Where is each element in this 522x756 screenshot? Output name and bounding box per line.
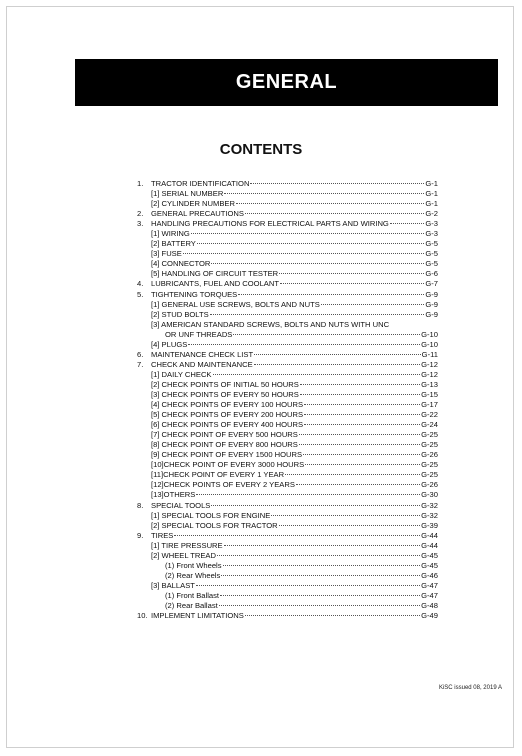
dot-leader — [303, 454, 420, 455]
dot-leader — [191, 233, 425, 234]
toc-entry[interactable] — [137, 179, 438, 189]
toc-entry[interactable] — [137, 501, 438, 511]
toc-entry-page: G-10 — [421, 329, 438, 339]
toc-entry-number: 7. — [137, 359, 144, 369]
toc-entry-label: GENERAL PRECAUTIONS — [151, 209, 244, 219]
toc-entry-number: 9. — [137, 530, 144, 540]
dot-leader — [254, 364, 420, 365]
toc-entry-label: [10]CHECK POINT OF EVERY 3000 HOURS — [151, 460, 305, 470]
toc-entry-page: G-48 — [421, 600, 438, 610]
dot-leader — [279, 525, 421, 526]
section-title: GENERAL — [235, 71, 338, 93]
toc-entry[interactable] — [137, 581, 438, 591]
toc-entry[interactable] — [137, 300, 438, 310]
toc-entry-page: G-13 — [421, 379, 438, 389]
toc-entry-page: G-47 — [421, 590, 438, 600]
toc-entry-page: G-2 — [425, 209, 438, 219]
toc-entry[interactable] — [137, 320, 438, 330]
dot-leader — [233, 334, 420, 335]
dot-leader — [223, 565, 421, 566]
dot-leader — [300, 384, 420, 385]
toc-entry-page: G-9 — [425, 309, 438, 319]
toc-entry-page: G-1 — [425, 189, 438, 199]
toc-entry-label: (1) Front Wheels — [165, 560, 222, 570]
dot-leader — [245, 213, 424, 214]
toc-entry-label: SPECIAL TOOLS — [151, 500, 211, 510]
toc-entry-label: [1] SERIAL NUMBER — [151, 189, 224, 199]
toc-entry-page: G-26 — [421, 480, 438, 490]
toc-entry-page: G-5 — [425, 259, 438, 269]
toc-entry-label: [2] CHECK POINTS OF INITIAL 50 HOURS — [151, 379, 299, 389]
toc-entry[interactable] — [137, 521, 438, 531]
toc-entry-page: G-26 — [421, 450, 438, 460]
dot-leader — [196, 494, 420, 495]
toc-entry-label: TIGHTENING TORQUES — [151, 289, 238, 299]
toc-entry-label: MAINTENANCE CHECK LIST — [151, 349, 254, 359]
dot-leader — [188, 344, 420, 345]
dot-leader — [213, 374, 421, 375]
dot-leader — [296, 484, 420, 485]
toc-entry-page: G-15 — [421, 389, 438, 399]
toc-entry[interactable] — [137, 611, 438, 621]
dot-leader — [279, 273, 424, 274]
dot-leader — [224, 545, 421, 546]
toc-entry[interactable] — [137, 380, 438, 390]
section-banner — [75, 59, 498, 106]
toc-entry[interactable] — [137, 571, 438, 581]
dot-leader — [304, 414, 420, 415]
dot-leader — [254, 354, 421, 355]
toc-entry[interactable] — [137, 239, 438, 249]
toc-entry[interactable] — [137, 591, 438, 601]
toc-entry-page: G-9 — [425, 299, 438, 309]
toc-entry-label: [8] CHECK POINT OF EVERY 800 HOURS — [151, 440, 298, 450]
dot-leader — [219, 605, 420, 606]
toc-entry-label: [4] PLUGS — [151, 339, 188, 349]
toc-entry[interactable] — [137, 450, 438, 460]
toc-entry-page: G-25 — [421, 430, 438, 440]
toc-entry-page: G-11 — [421, 349, 438, 359]
dot-leader — [224, 193, 424, 194]
toc-entry[interactable] — [137, 229, 438, 239]
toc-entry-label: [1] WIRING — [151, 229, 190, 239]
dot-leader — [305, 464, 420, 465]
toc-entry-label: [13]OTHERS — [151, 490, 196, 500]
toc-entry-page: G-17 — [421, 400, 438, 410]
toc-entry-label: [2] BATTERY — [151, 239, 196, 249]
toc-entry-label: CHECK AND MAINTENANCE — [151, 359, 253, 369]
toc-entry[interactable] — [137, 370, 438, 380]
toc-entry[interactable] — [137, 390, 438, 400]
toc-entry-page: G-44 — [421, 530, 438, 540]
toc-entry-label: [11]CHECK POINT OF EVERY 1 YEAR — [151, 470, 285, 480]
toc-entry[interactable] — [137, 420, 438, 430]
toc-entry[interactable] — [137, 269, 438, 279]
toc-entry[interactable] — [137, 259, 438, 269]
toc-entry[interactable] — [137, 290, 438, 300]
dot-leader — [299, 444, 420, 445]
toc-entry[interactable] — [137, 470, 438, 480]
toc-entry-label: HANDLING PRECAUTIONS FOR ELECTRICAL PARTS AND WIRING — [151, 219, 389, 229]
toc-entry[interactable] — [137, 249, 438, 259]
toc-entry[interactable] — [137, 410, 438, 420]
dot-leader — [304, 404, 420, 405]
toc-entry-label: [2] SPECIAL TOOLS FOR TRACTOR — [151, 520, 278, 530]
toc-entry-label: [3] BALLAST — [151, 580, 195, 590]
dot-leader — [245, 615, 420, 616]
toc-entry-page: G-49 — [421, 611, 438, 621]
toc-entry-label: [1] GENERAL USE SCREWS, BOLTS AND NUTS — [151, 299, 320, 309]
dot-leader — [197, 243, 424, 244]
toc-entry-label: (1) Front Ballast — [165, 590, 220, 600]
toc-entry[interactable] — [137, 330, 438, 340]
toc-entry-label: [1] TIRE PRESSURE — [151, 540, 223, 550]
toc-entry-label: [1] DAILY CHECK — [151, 369, 212, 379]
dot-leader — [271, 515, 420, 516]
dot-leader — [210, 314, 425, 315]
dot-leader — [211, 263, 424, 264]
issue-footer: KiSC issued 08, 2019 A — [438, 685, 502, 691]
dot-leader — [280, 283, 424, 284]
toc-entry-page: G-5 — [425, 249, 438, 259]
dot-leader — [300, 394, 420, 395]
toc-entry-label: IMPLEMENT LIMITATIONS — [151, 611, 244, 621]
toc-entry[interactable] — [137, 350, 438, 360]
toc-entry-page: G-1 — [425, 199, 438, 209]
toc-entry-label: (2) Rear Wheels — [165, 570, 221, 580]
dot-leader — [220, 595, 420, 596]
toc-entry[interactable] — [137, 561, 438, 571]
toc-entry-page: G-32 — [421, 510, 438, 520]
toc-entry-label: TIRES — [151, 530, 174, 540]
toc-entry[interactable] — [137, 310, 438, 320]
toc-entry[interactable] — [137, 511, 438, 521]
toc-entry-page: G-5 — [425, 239, 438, 249]
toc-entry[interactable] — [137, 460, 438, 470]
toc-entry-page: G-12 — [421, 369, 438, 379]
toc-entry-page: G-1 — [425, 179, 438, 188]
dot-leader — [304, 424, 420, 425]
dot-leader — [183, 253, 425, 254]
toc-entry[interactable] — [137, 430, 438, 440]
toc-entry[interactable] — [137, 400, 438, 410]
toc-entry[interactable] — [137, 189, 438, 199]
toc-entry-page: G-45 — [421, 560, 438, 570]
toc-entry-number: 8. — [137, 500, 144, 510]
toc-entry[interactable] — [137, 360, 438, 370]
toc-entry-number: 3. — [137, 219, 144, 229]
toc-entry-number: 6. — [137, 349, 144, 359]
toc-entry[interactable] — [137, 541, 438, 551]
toc-entry-number: 4. — [137, 279, 144, 289]
toc-entry[interactable] — [137, 199, 438, 209]
toc-entry[interactable] — [137, 531, 438, 541]
dot-leader — [236, 203, 424, 204]
table-of-contents — [137, 179, 438, 621]
toc-entry-page: G-22 — [421, 410, 438, 420]
toc-entry-page: G-44 — [421, 540, 438, 550]
toc-entry-label: [2] WHEEL TREAD — [151, 550, 216, 560]
toc-entry[interactable] — [137, 490, 438, 500]
toc-entry-number: 1. — [137, 179, 144, 188]
toc-entry-label: [5] CHECK POINTS OF EVERY 200 HOURS — [151, 410, 304, 420]
toc-entry-page: G-9 — [425, 289, 438, 299]
toc-entry-page: G-3 — [425, 219, 438, 229]
toc-entry-label: [1] SPECIAL TOOLS FOR ENGINE — [151, 510, 271, 520]
toc-entry-label: LUBRICANTS, FUEL AND COOLANT — [151, 279, 279, 289]
toc-entry[interactable] — [137, 209, 438, 219]
toc-entry-number: 10. — [137, 611, 148, 621]
toc-entry-page: G-30 — [421, 490, 438, 500]
toc-entry-label: [2] CYLINDER NUMBER — [151, 199, 235, 209]
toc-entry-page: G-24 — [421, 420, 438, 430]
toc-entry-number: 2. — [137, 209, 144, 219]
dot-leader — [285, 474, 420, 475]
toc-entry[interactable] — [137, 601, 438, 611]
toc-entry-label: [3] AMERICAN STANDARD SCREWS, BOLTS AND NUTS WITH UNC — [151, 319, 390, 329]
toc-entry-label: TRACTOR IDENTIFICATION — [151, 179, 250, 188]
toc-entry[interactable] — [137, 551, 438, 561]
dot-leader — [211, 505, 420, 506]
toc-entry-label: [4] CHECK POINTS OF EVERY 100 HOURS — [151, 400, 304, 410]
toc-entry[interactable] — [137, 219, 438, 229]
dot-leader — [250, 183, 424, 184]
toc-entry-label: (2) Rear Ballast — [165, 600, 218, 610]
toc-entry-page: G-12 — [421, 359, 438, 369]
toc-entry-page: G-6 — [425, 269, 438, 279]
toc-entry-page: G-39 — [421, 520, 438, 530]
toc-entry-label: [6] CHECK POINTS OF EVERY 400 HOURS — [151, 420, 304, 430]
toc-entry-page: G-25 — [421, 440, 438, 450]
toc-entry-number: 5. — [137, 289, 144, 299]
toc-entry-label: [4] CONNECTOR — [151, 259, 211, 269]
toc-entry[interactable] — [137, 480, 438, 490]
toc-entry-page: G-47 — [421, 580, 438, 590]
toc-entry-page: G-10 — [421, 339, 438, 349]
dot-leader — [321, 304, 425, 305]
toc-entry-label: [3] CHECK POINTS OF EVERY 50 HOURS — [151, 389, 299, 399]
toc-entry-page: G-25 — [421, 470, 438, 480]
dot-leader — [390, 223, 424, 224]
toc-entry-page: G-32 — [421, 500, 438, 510]
toc-entry-page: G-45 — [421, 550, 438, 560]
toc-entry-label: [12]CHECK POINTS OF EVERY 2 YEARS — [151, 480, 295, 490]
toc-entry-label: [2] STUD BOLTS — [151, 309, 209, 319]
toc-entry-label: [7] CHECK POINT OF EVERY 500 HOURS — [151, 430, 298, 440]
toc-entry-label: OR UNF THREADS — [165, 329, 233, 339]
toc-entry-page: G-7 — [425, 279, 438, 289]
dot-leader — [238, 294, 424, 295]
dot-leader — [299, 434, 420, 435]
toc-entry-label: [9] CHECK POINT OF EVERY 1500 HOURS — [151, 450, 303, 460]
contents-heading: CONTENTS — [219, 141, 303, 158]
dot-leader — [221, 575, 420, 576]
dot-leader — [174, 535, 420, 536]
toc-entry-page: G-3 — [425, 229, 438, 239]
toc-entry[interactable] — [137, 340, 438, 350]
dot-leader — [217, 555, 420, 556]
dot-leader — [196, 585, 420, 586]
toc-entry[interactable] — [137, 279, 438, 289]
toc-entry[interactable] — [137, 440, 438, 450]
toc-entry-page: G-46 — [421, 570, 438, 580]
toc-entry-label: [5] HANDLING OF CIRCUIT TESTER — [151, 269, 279, 279]
toc-entry-page: G-25 — [421, 460, 438, 470]
toc-entry-label: [3] FUSE — [151, 249, 182, 259]
